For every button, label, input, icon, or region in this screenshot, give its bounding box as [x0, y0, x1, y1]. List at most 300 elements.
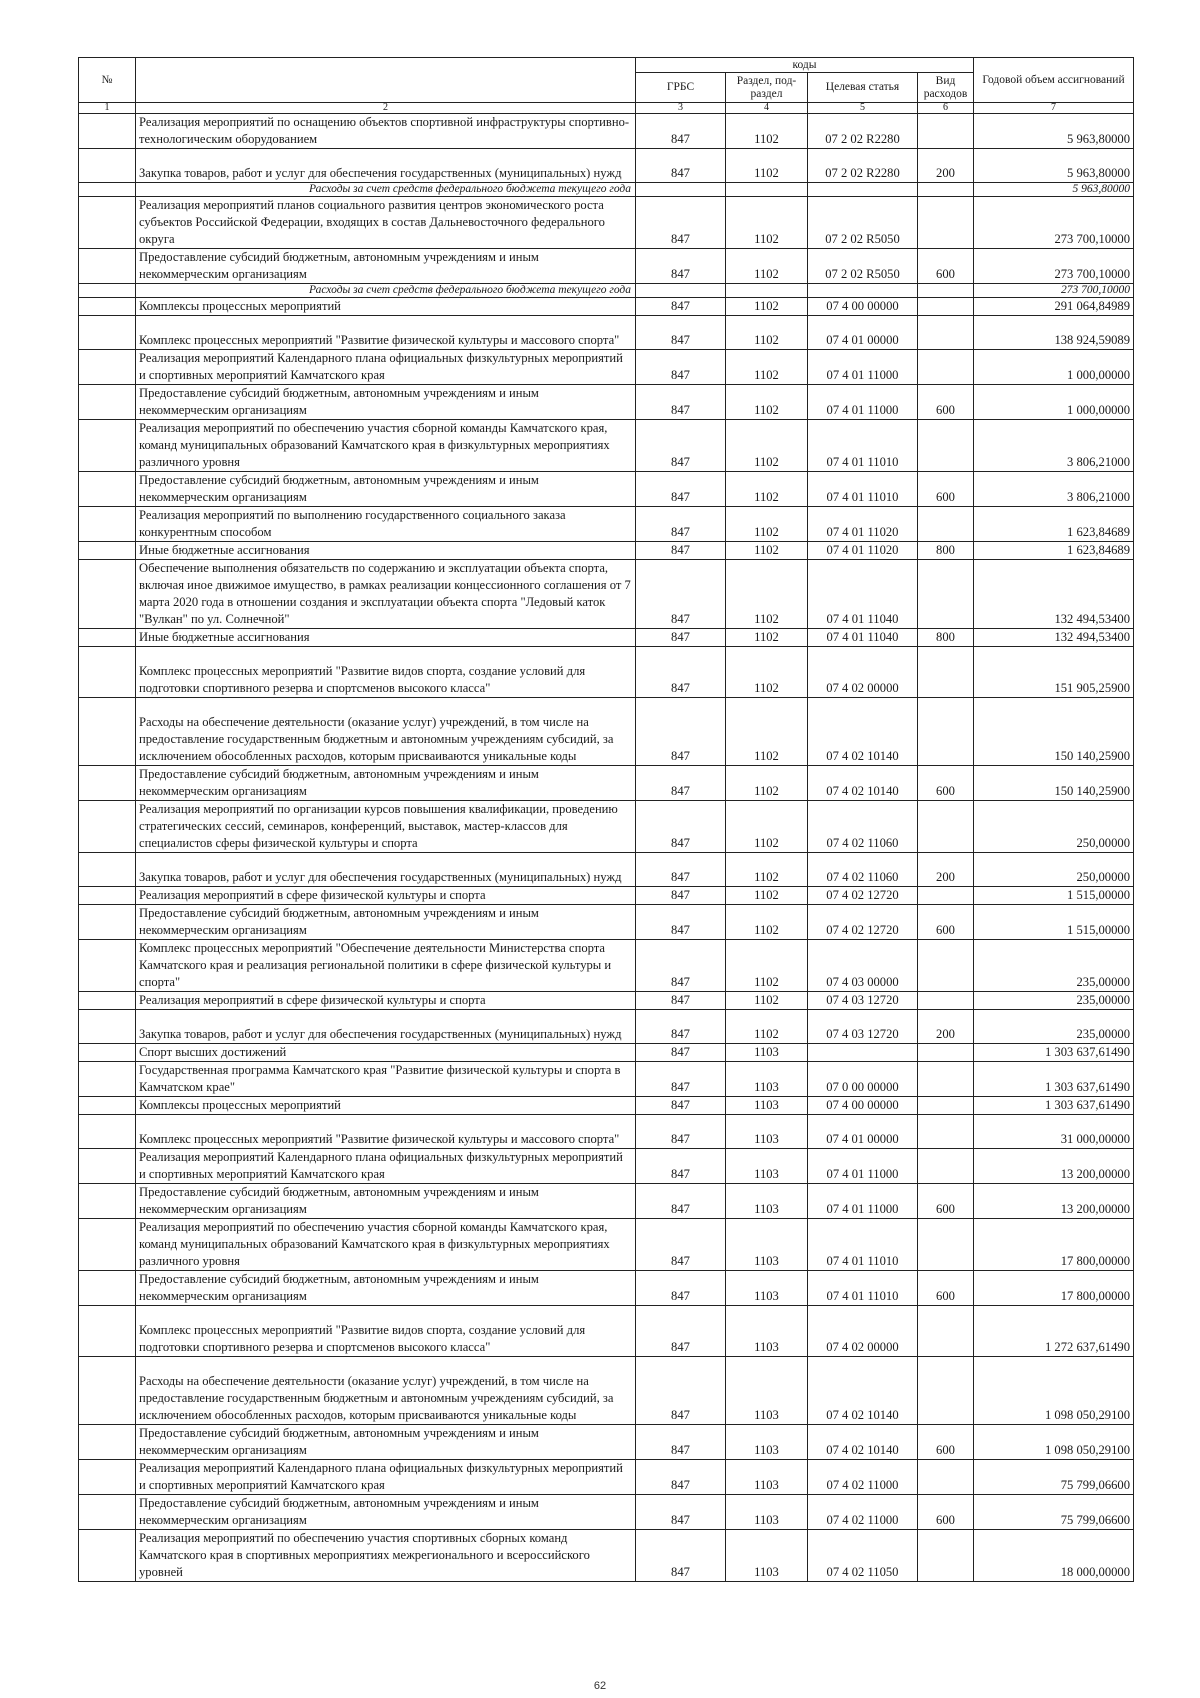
row-grbs-cell: 847 — [636, 560, 726, 629]
row-target-article-cell: 07 4 01 00000 — [808, 1115, 918, 1149]
row-amount-cell: 1 515,00000 — [974, 905, 1134, 940]
row-amount-cell: 151 905,25900 — [974, 647, 1134, 698]
row-grbs-cell: 847 — [636, 298, 726, 316]
row-target-article-cell — [808, 284, 918, 298]
row-number-cell — [79, 114, 136, 149]
table-row — [79, 1010, 1134, 1044]
row-razdel-cell: 1102 — [726, 472, 808, 507]
row-amount-cell: 291 064,84989 — [974, 298, 1134, 316]
table-row — [79, 1219, 1134, 1271]
row-razdel-cell: 1103 — [726, 1115, 808, 1149]
row-razdel-cell: 1103 — [726, 1184, 808, 1219]
row-number-cell — [79, 940, 136, 992]
row-number-cell — [79, 1425, 136, 1460]
row-grbs-cell: 847 — [636, 1530, 726, 1582]
row-grbs-cell: 847 — [636, 1097, 726, 1115]
row-amount-cell: 1 303 637,61490 — [974, 1044, 1134, 1062]
row-number-cell — [79, 560, 136, 629]
row-razdel-cell: 1103 — [726, 1357, 808, 1425]
row-number-cell — [79, 1271, 136, 1306]
row-name-cell: Расходы на обеспечение деятельности (оказание услуг) учреждений, в том числе на предоставление государственным бюджетным и автономным учреждениям субсидий, за исключением обособленных расходов, которым присваиваются уникальные коды — [136, 1357, 636, 1425]
row-amount-cell: 273 700,10000 — [974, 284, 1134, 298]
col-number: 7 — [974, 103, 1134, 114]
row-target-article-cell: 07 4 00 00000 — [808, 298, 918, 316]
row-number-cell — [79, 542, 136, 560]
row-razdel-cell: 1102 — [726, 197, 808, 249]
row-grbs-cell: 847 — [636, 1115, 726, 1149]
row-target-article-cell: 07 4 02 10140 — [808, 1357, 918, 1425]
row-amount-cell: 1 303 637,61490 — [974, 1062, 1134, 1097]
row-grbs-cell: 847 — [636, 629, 726, 647]
row-amount-cell: 273 700,10000 — [974, 197, 1134, 249]
row-expense-type-cell — [918, 350, 974, 385]
row-target-article-cell: 07 4 01 11040 — [808, 560, 918, 629]
row-grbs-cell: 847 — [636, 249, 726, 284]
row-amount-cell: 13 200,00000 — [974, 1149, 1134, 1184]
row-expense-type-cell: 600 — [918, 905, 974, 940]
row-number-cell — [79, 1062, 136, 1097]
table-row — [79, 1149, 1134, 1184]
row-expense-type-cell — [918, 992, 974, 1010]
table-header — [79, 58, 1134, 114]
row-number-cell — [79, 1115, 136, 1149]
row-number-cell — [79, 507, 136, 542]
table-row — [79, 887, 1134, 905]
row-razdel-cell: 1102 — [726, 542, 808, 560]
row-razdel-cell: 1102 — [726, 350, 808, 385]
row-name-cell: Иные бюджетные ассигнования — [136, 542, 636, 560]
row-grbs-cell: 847 — [636, 1425, 726, 1460]
row-grbs-cell: 847 — [636, 853, 726, 887]
row-razdel-cell: 1103 — [726, 1271, 808, 1306]
row-number-cell — [79, 887, 136, 905]
row-expense-type-cell: 600 — [918, 249, 974, 284]
row-name-cell: Предоставление субсидий бюджетным, автономным учреждениям и иным некоммерческим организациям — [136, 766, 636, 801]
row-target-article-cell: 07 4 01 11000 — [808, 1184, 918, 1219]
table-row — [79, 114, 1134, 149]
row-expense-type-cell — [918, 420, 974, 472]
row-number-cell — [79, 992, 136, 1010]
row-number-cell — [79, 149, 136, 183]
table-row — [79, 647, 1134, 698]
header-vid: Вид расходов — [918, 73, 974, 103]
row-amount-cell: 1 098 050,29100 — [974, 1357, 1134, 1425]
row-number-cell — [79, 1530, 136, 1582]
row-target-article-cell: 07 4 02 11060 — [808, 801, 918, 853]
table-row — [79, 542, 1134, 560]
table-body — [79, 114, 1134, 1582]
row-number-cell — [79, 1010, 136, 1044]
row-razdel-cell: 1102 — [726, 647, 808, 698]
row-expense-type-cell — [918, 1530, 974, 1582]
row-razdel-cell: 1102 — [726, 940, 808, 992]
row-target-article-cell: 07 2 02 R5050 — [808, 249, 918, 284]
row-number-cell — [79, 183, 136, 197]
row-name-cell: Предоставление субсидий бюджетным, автономным учреждениям и иным некоммерческим организациям — [136, 1271, 636, 1306]
row-number-cell — [79, 385, 136, 420]
row-grbs-cell: 847 — [636, 507, 726, 542]
row-name-cell: Комплекс процессных мероприятий "Развитие видов спорта, создание условий для подготовки спортивного резерва и спортсменов высокого класса" — [136, 1306, 636, 1357]
table-row — [79, 905, 1134, 940]
row-name-cell: Расходы на обеспечение деятельности (оказание услуг) учреждений, в том числе на предоставление государственным бюджетным и автономным учреждениям субсидий, за исключением обособленных расходов, которым присваиваются уникальные коды — [136, 698, 636, 766]
row-name-cell: Реализация мероприятий по организации курсов повышения квалификации, проведению стратегических сессий, семинаров, конференций, выставок, мастер-классов для специалистов сферы физической культуры и спорта — [136, 801, 636, 853]
table-row — [79, 1062, 1134, 1097]
row-target-article-cell: 07 4 02 11060 — [808, 853, 918, 887]
table-row — [79, 940, 1134, 992]
row-target-article-cell: 07 4 01 11010 — [808, 1271, 918, 1306]
row-target-article-cell: 07 0 00 00000 — [808, 1062, 918, 1097]
row-target-article-cell — [808, 1044, 918, 1062]
row-name-cell: Предоставление субсидий бюджетным, автономным учреждениям и иным некоммерческим организациям — [136, 249, 636, 284]
row-razdel-cell: 1103 — [726, 1495, 808, 1530]
row-razdel-cell: 1103 — [726, 1219, 808, 1271]
row-expense-type-cell — [918, 1306, 974, 1357]
table-row — [79, 1425, 1134, 1460]
row-expense-type-cell — [918, 560, 974, 629]
row-razdel-cell: 1102 — [726, 887, 808, 905]
row-expense-type-cell: 600 — [918, 766, 974, 801]
note-row — [79, 284, 1134, 298]
row-razdel-cell: 1102 — [726, 420, 808, 472]
row-number-cell — [79, 249, 136, 284]
table-row — [79, 507, 1134, 542]
row-target-article-cell: 07 4 01 00000 — [808, 316, 918, 350]
row-number-cell — [79, 316, 136, 350]
table-row — [79, 197, 1134, 249]
row-grbs-cell: 847 — [636, 1010, 726, 1044]
row-amount-cell: 250,00000 — [974, 801, 1134, 853]
row-grbs-cell: 847 — [636, 472, 726, 507]
row-razdel-cell: 1103 — [726, 1062, 808, 1097]
row-amount-cell: 1 515,00000 — [974, 887, 1134, 905]
row-grbs-cell: 847 — [636, 542, 726, 560]
row-name-cell: Комплекс процессных мероприятий "Развитие физической культуры и массового спорта" — [136, 316, 636, 350]
row-name-cell: Реализация мероприятий Календарного плана официальных физкультурных мероприятий и спортивных мероприятий Камчатского края — [136, 1149, 636, 1184]
row-razdel-cell: 1102 — [726, 992, 808, 1010]
table-row — [79, 1115, 1134, 1149]
row-razdel-cell: 1103 — [726, 1097, 808, 1115]
row-expense-type-cell — [918, 940, 974, 992]
row-grbs-cell: 847 — [636, 1495, 726, 1530]
row-name-cell: Реализация мероприятий Календарного плана официальных физкультурных мероприятий и спортивных мероприятий Камчатского края — [136, 1460, 636, 1495]
row-expense-type-cell: 600 — [918, 472, 974, 507]
row-amount-cell: 1 098 050,29100 — [974, 1425, 1134, 1460]
row-grbs-cell: 847 — [636, 1184, 726, 1219]
row-expense-type-cell — [918, 507, 974, 542]
table-row — [79, 298, 1134, 316]
note-row — [79, 183, 1134, 197]
row-grbs-cell: 847 — [636, 1271, 726, 1306]
row-target-article-cell: 07 4 01 11010 — [808, 472, 918, 507]
table-row — [79, 766, 1134, 801]
row-number-cell — [79, 1044, 136, 1062]
row-target-article-cell: 07 4 02 10140 — [808, 698, 918, 766]
row-expense-type-cell — [918, 1219, 974, 1271]
row-razdel-cell: 1102 — [726, 385, 808, 420]
row-name-cell: Предоставление субсидий бюджетным, автономным учреждениям и иным некоммерческим организациям — [136, 385, 636, 420]
row-expense-type-cell — [918, 183, 974, 197]
row-expense-type-cell: 200 — [918, 149, 974, 183]
row-amount-cell: 18 000,00000 — [974, 1530, 1134, 1582]
row-razdel-cell: 1102 — [726, 853, 808, 887]
row-name-cell: Закупка товаров, работ и услуг для обеспечения государственных (муниципальных) нужд — [136, 1010, 636, 1044]
row-expense-type-cell — [918, 298, 974, 316]
table-row — [79, 1357, 1134, 1425]
row-grbs-cell: 847 — [636, 1044, 726, 1062]
row-target-article-cell: 07 4 00 00000 — [808, 1097, 918, 1115]
row-amount-cell: 5 963,80000 — [974, 114, 1134, 149]
row-number-cell — [79, 698, 136, 766]
row-amount-cell: 75 799,06600 — [974, 1495, 1134, 1530]
row-expense-type-cell — [918, 1062, 974, 1097]
row-expense-type-cell — [918, 1460, 974, 1495]
header-name — [136, 58, 636, 103]
row-target-article-cell: 07 4 01 11010 — [808, 1219, 918, 1271]
row-grbs-cell: 847 — [636, 1460, 726, 1495]
table-row — [79, 420, 1134, 472]
row-amount-cell: 150 140,25900 — [974, 766, 1134, 801]
row-target-article-cell: 07 4 02 00000 — [808, 1306, 918, 1357]
row-target-article-cell: 07 2 02 R2280 — [808, 114, 918, 149]
row-target-article-cell: 07 4 01 11000 — [808, 385, 918, 420]
row-name-cell: Комплексы процессных мероприятий — [136, 1097, 636, 1115]
row-grbs-cell: 847 — [636, 698, 726, 766]
row-amount-cell: 1 000,00000 — [974, 350, 1134, 385]
row-grbs-cell: 847 — [636, 647, 726, 698]
row-name-cell: Реализация мероприятий планов социального развития центров экономического роста субъектов Российской Федерации, входящих в состав Дальневосточного федерального округа — [136, 197, 636, 249]
row-number-cell — [79, 197, 136, 249]
row-target-article-cell: 07 4 01 11020 — [808, 507, 918, 542]
row-target-article-cell: 07 4 03 12720 — [808, 1010, 918, 1044]
table-row — [79, 1097, 1134, 1115]
row-grbs-cell: 847 — [636, 316, 726, 350]
row-number-cell — [79, 853, 136, 887]
row-expense-type-cell — [918, 197, 974, 249]
row-grbs-cell: 847 — [636, 149, 726, 183]
table-row — [79, 1271, 1134, 1306]
header-grbs: ГРБС — [636, 73, 726, 103]
row-target-article-cell: 07 4 03 00000 — [808, 940, 918, 992]
header-cs: Целевая статья — [808, 73, 918, 103]
row-target-article-cell: 07 4 01 11000 — [808, 1149, 918, 1184]
row-number-cell — [79, 1306, 136, 1357]
row-grbs-cell — [636, 284, 726, 298]
row-grbs-cell: 847 — [636, 385, 726, 420]
row-name-cell: Реализация мероприятий Календарного плана официальных физкультурных мероприятий и спортивных мероприятий Камчатского края — [136, 350, 636, 385]
row-name-cell: Иные бюджетные ассигнования — [136, 629, 636, 647]
row-name-cell: Реализация мероприятий в сфере физической культуры и спорта — [136, 887, 636, 905]
row-expense-type-cell: 600 — [918, 1425, 974, 1460]
row-amount-cell: 31 000,00000 — [974, 1115, 1134, 1149]
row-target-article-cell: 07 4 02 12720 — [808, 905, 918, 940]
row-razdel-cell: 1102 — [726, 698, 808, 766]
row-expense-type-cell — [918, 1097, 974, 1115]
row-name-cell: Реализация мероприятий по оснащению объектов спортивной инфраструктуры спортивно-технологическим оборудованием — [136, 114, 636, 149]
row-amount-cell: 132 494,53400 — [974, 560, 1134, 629]
page-number: 62 — [593, 1680, 607, 1692]
row-expense-type-cell — [918, 1357, 974, 1425]
row-razdel-cell — [726, 284, 808, 298]
row-amount-cell: 1 000,00000 — [974, 385, 1134, 420]
row-name-cell: Реализация мероприятий по обеспечению участия сборной команды Камчатского края, команд муниципальных образований Камчатского края в физкультурных мероприятиях различного уровня — [136, 420, 636, 472]
row-expense-type-cell — [918, 801, 974, 853]
row-name-cell: Закупка товаров, работ и услуг для обеспечения государственных (муниципальных) нужд — [136, 853, 636, 887]
row-razdel-cell: 1102 — [726, 629, 808, 647]
row-razdel-cell: 1102 — [726, 298, 808, 316]
row-number-cell — [79, 1495, 136, 1530]
row-razdel-cell: 1102 — [726, 249, 808, 284]
row-expense-type-cell — [918, 284, 974, 298]
row-name-cell: Обеспечение выполнения обязательств по содержанию и эксплуатации объекта спорта, включая иное движимое имущество, в рамках реализации концессионного соглашения от 7 марта 2020 года в отношении создания и эксплуатации объекта спорта "Ледовый каток "Вулкан" по ул. Солнечной" — [136, 560, 636, 629]
row-expense-type-cell: 800 — [918, 542, 974, 560]
table-row — [79, 1184, 1134, 1219]
row-amount-cell: 3 806,21000 — [974, 472, 1134, 507]
row-grbs-cell: 847 — [636, 905, 726, 940]
table-row — [79, 1530, 1134, 1582]
row-amount-cell: 138 924,59089 — [974, 316, 1134, 350]
row-razdel-cell: 1103 — [726, 1530, 808, 1582]
row-expense-type-cell — [918, 114, 974, 149]
row-razdel-cell: 1103 — [726, 1425, 808, 1460]
table-row — [79, 992, 1134, 1010]
row-amount-cell: 3 806,21000 — [974, 420, 1134, 472]
row-number-cell — [79, 647, 136, 698]
row-razdel-cell: 1102 — [726, 114, 808, 149]
row-number-cell — [79, 472, 136, 507]
row-number-cell — [79, 350, 136, 385]
table-row — [79, 1044, 1134, 1062]
table-row — [79, 560, 1134, 629]
header-razdel: Раздел, под-раздел — [726, 73, 808, 103]
row-target-article-cell: 07 4 02 10140 — [808, 1425, 918, 1460]
row-amount-cell: 1 623,84689 — [974, 542, 1134, 560]
row-grbs-cell: 847 — [636, 887, 726, 905]
row-amount-cell: 235,00000 — [974, 1010, 1134, 1044]
row-target-article-cell: 07 4 02 11050 — [808, 1530, 918, 1582]
row-expense-type-cell — [918, 1115, 974, 1149]
row-amount-cell: 273 700,10000 — [974, 249, 1134, 284]
row-amount-cell: 5 963,80000 — [974, 183, 1134, 197]
row-amount-cell: 17 800,00000 — [974, 1271, 1134, 1306]
header-codes: коды — [636, 58, 974, 73]
row-razdel-cell: 1102 — [726, 316, 808, 350]
row-grbs-cell: 847 — [636, 1219, 726, 1271]
table-row — [79, 801, 1134, 853]
col-number: 3 — [636, 103, 726, 114]
row-name-cell: Комплекс процессных мероприятий "Развитие физической культуры и массового спорта" — [136, 1115, 636, 1149]
row-target-article-cell: 07 4 01 11000 — [808, 350, 918, 385]
row-amount-cell: 5 963,80000 — [974, 149, 1134, 183]
row-grbs-cell — [636, 183, 726, 197]
row-number-cell — [79, 1184, 136, 1219]
row-name-cell: Закупка товаров, работ и услуг для обеспечения государственных (муниципальных) нужд — [136, 149, 636, 183]
row-grbs-cell: 847 — [636, 766, 726, 801]
row-amount-cell: 1 623,84689 — [974, 507, 1134, 542]
row-number-cell — [79, 284, 136, 298]
row-expense-type-cell — [918, 647, 974, 698]
row-grbs-cell: 847 — [636, 197, 726, 249]
row-number-cell — [79, 298, 136, 316]
row-number-cell — [79, 629, 136, 647]
budget-sheet — [78, 57, 1133, 1582]
row-expense-type-cell: 200 — [918, 853, 974, 887]
table-row — [79, 249, 1134, 284]
row-name-cell: Предоставление субсидий бюджетным, автономным учреждениям и иным некоммерческим организациям — [136, 472, 636, 507]
row-amount-cell: 132 494,53400 — [974, 629, 1134, 647]
row-number-cell — [79, 766, 136, 801]
row-amount-cell: 17 800,00000 — [974, 1219, 1134, 1271]
table-row — [79, 698, 1134, 766]
row-expense-type-cell: 600 — [918, 1184, 974, 1219]
row-amount-cell: 150 140,25900 — [974, 698, 1134, 766]
row-razdel-cell: 1102 — [726, 560, 808, 629]
row-name-cell: Реализация мероприятий в сфере физической культуры и спорта — [136, 992, 636, 1010]
row-expense-type-cell: 200 — [918, 1010, 974, 1044]
row-target-article-cell: 07 2 02 R5050 — [808, 197, 918, 249]
row-razdel-cell: 1102 — [726, 507, 808, 542]
row-grbs-cell: 847 — [636, 940, 726, 992]
row-number-cell — [79, 1357, 136, 1425]
row-razdel-cell — [726, 183, 808, 197]
row-target-article-cell: 07 4 02 11000 — [808, 1495, 918, 1530]
row-name-cell: Предоставление субсидий бюджетным, автономным учреждениям и иным некоммерческим организациям — [136, 1425, 636, 1460]
row-razdel-cell: 1103 — [726, 1306, 808, 1357]
table-row — [79, 385, 1134, 420]
row-target-article-cell: 07 2 02 R2280 — [808, 149, 918, 183]
row-razdel-cell: 1102 — [726, 801, 808, 853]
row-amount-cell: 13 200,00000 — [974, 1184, 1134, 1219]
row-target-article-cell: 07 4 02 11000 — [808, 1460, 918, 1495]
row-name-cell: Спорт высших достижений — [136, 1044, 636, 1062]
row-name-cell: Предоставление субсидий бюджетным, автономным учреждениям и иным некоммерческим организациям — [136, 1495, 636, 1530]
row-target-article-cell: 07 4 03 12720 — [808, 992, 918, 1010]
table-row — [79, 629, 1134, 647]
row-target-article-cell — [808, 183, 918, 197]
row-target-article-cell: 07 4 01 11040 — [808, 629, 918, 647]
row-expense-type-cell: 600 — [918, 1495, 974, 1530]
row-target-article-cell: 07 4 02 12720 — [808, 887, 918, 905]
table-row — [79, 316, 1134, 350]
table-row — [79, 350, 1134, 385]
row-name-cell: Расходы за счет средств федерального бюджета текущего года — [136, 183, 636, 197]
row-name-cell: Расходы за счет средств федерального бюджета текущего года — [136, 284, 636, 298]
row-grbs-cell: 847 — [636, 801, 726, 853]
row-name-cell: Предоставление субсидий бюджетным, автономным учреждениям и иным некоммерческим организациям — [136, 905, 636, 940]
row-target-article-cell: 07 4 01 11010 — [808, 420, 918, 472]
row-amount-cell: 235,00000 — [974, 940, 1134, 992]
row-amount-cell: 235,00000 — [974, 992, 1134, 1010]
row-expense-type-cell: 800 — [918, 629, 974, 647]
row-amount-cell: 1 303 637,61490 — [974, 1097, 1134, 1115]
header-num: № — [79, 58, 136, 103]
budget-table — [78, 57, 1134, 1582]
row-razdel-cell: 1102 — [726, 1010, 808, 1044]
row-expense-type-cell: 600 — [918, 385, 974, 420]
row-name-cell: Комплекс процессных мероприятий "Обеспечение деятельности Министерства спорта Камчатского края и реализация региональной политики в сфере физической культуры и спорта" — [136, 940, 636, 992]
row-expense-type-cell — [918, 887, 974, 905]
row-razdel-cell: 1103 — [726, 1044, 808, 1062]
row-number-cell — [79, 1460, 136, 1495]
row-razdel-cell: 1102 — [726, 905, 808, 940]
row-name-cell: Комплекс процессных мероприятий "Развитие видов спорта, создание условий для подготовки спортивного резерва и спортсменов высокого класса" — [136, 647, 636, 698]
row-razdel-cell: 1103 — [726, 1460, 808, 1495]
row-grbs-cell: 847 — [636, 1062, 726, 1097]
table-row — [79, 472, 1134, 507]
table-row — [79, 149, 1134, 183]
row-number-cell — [79, 801, 136, 853]
row-grbs-cell: 847 — [636, 1357, 726, 1425]
row-target-article-cell: 07 4 02 00000 — [808, 647, 918, 698]
